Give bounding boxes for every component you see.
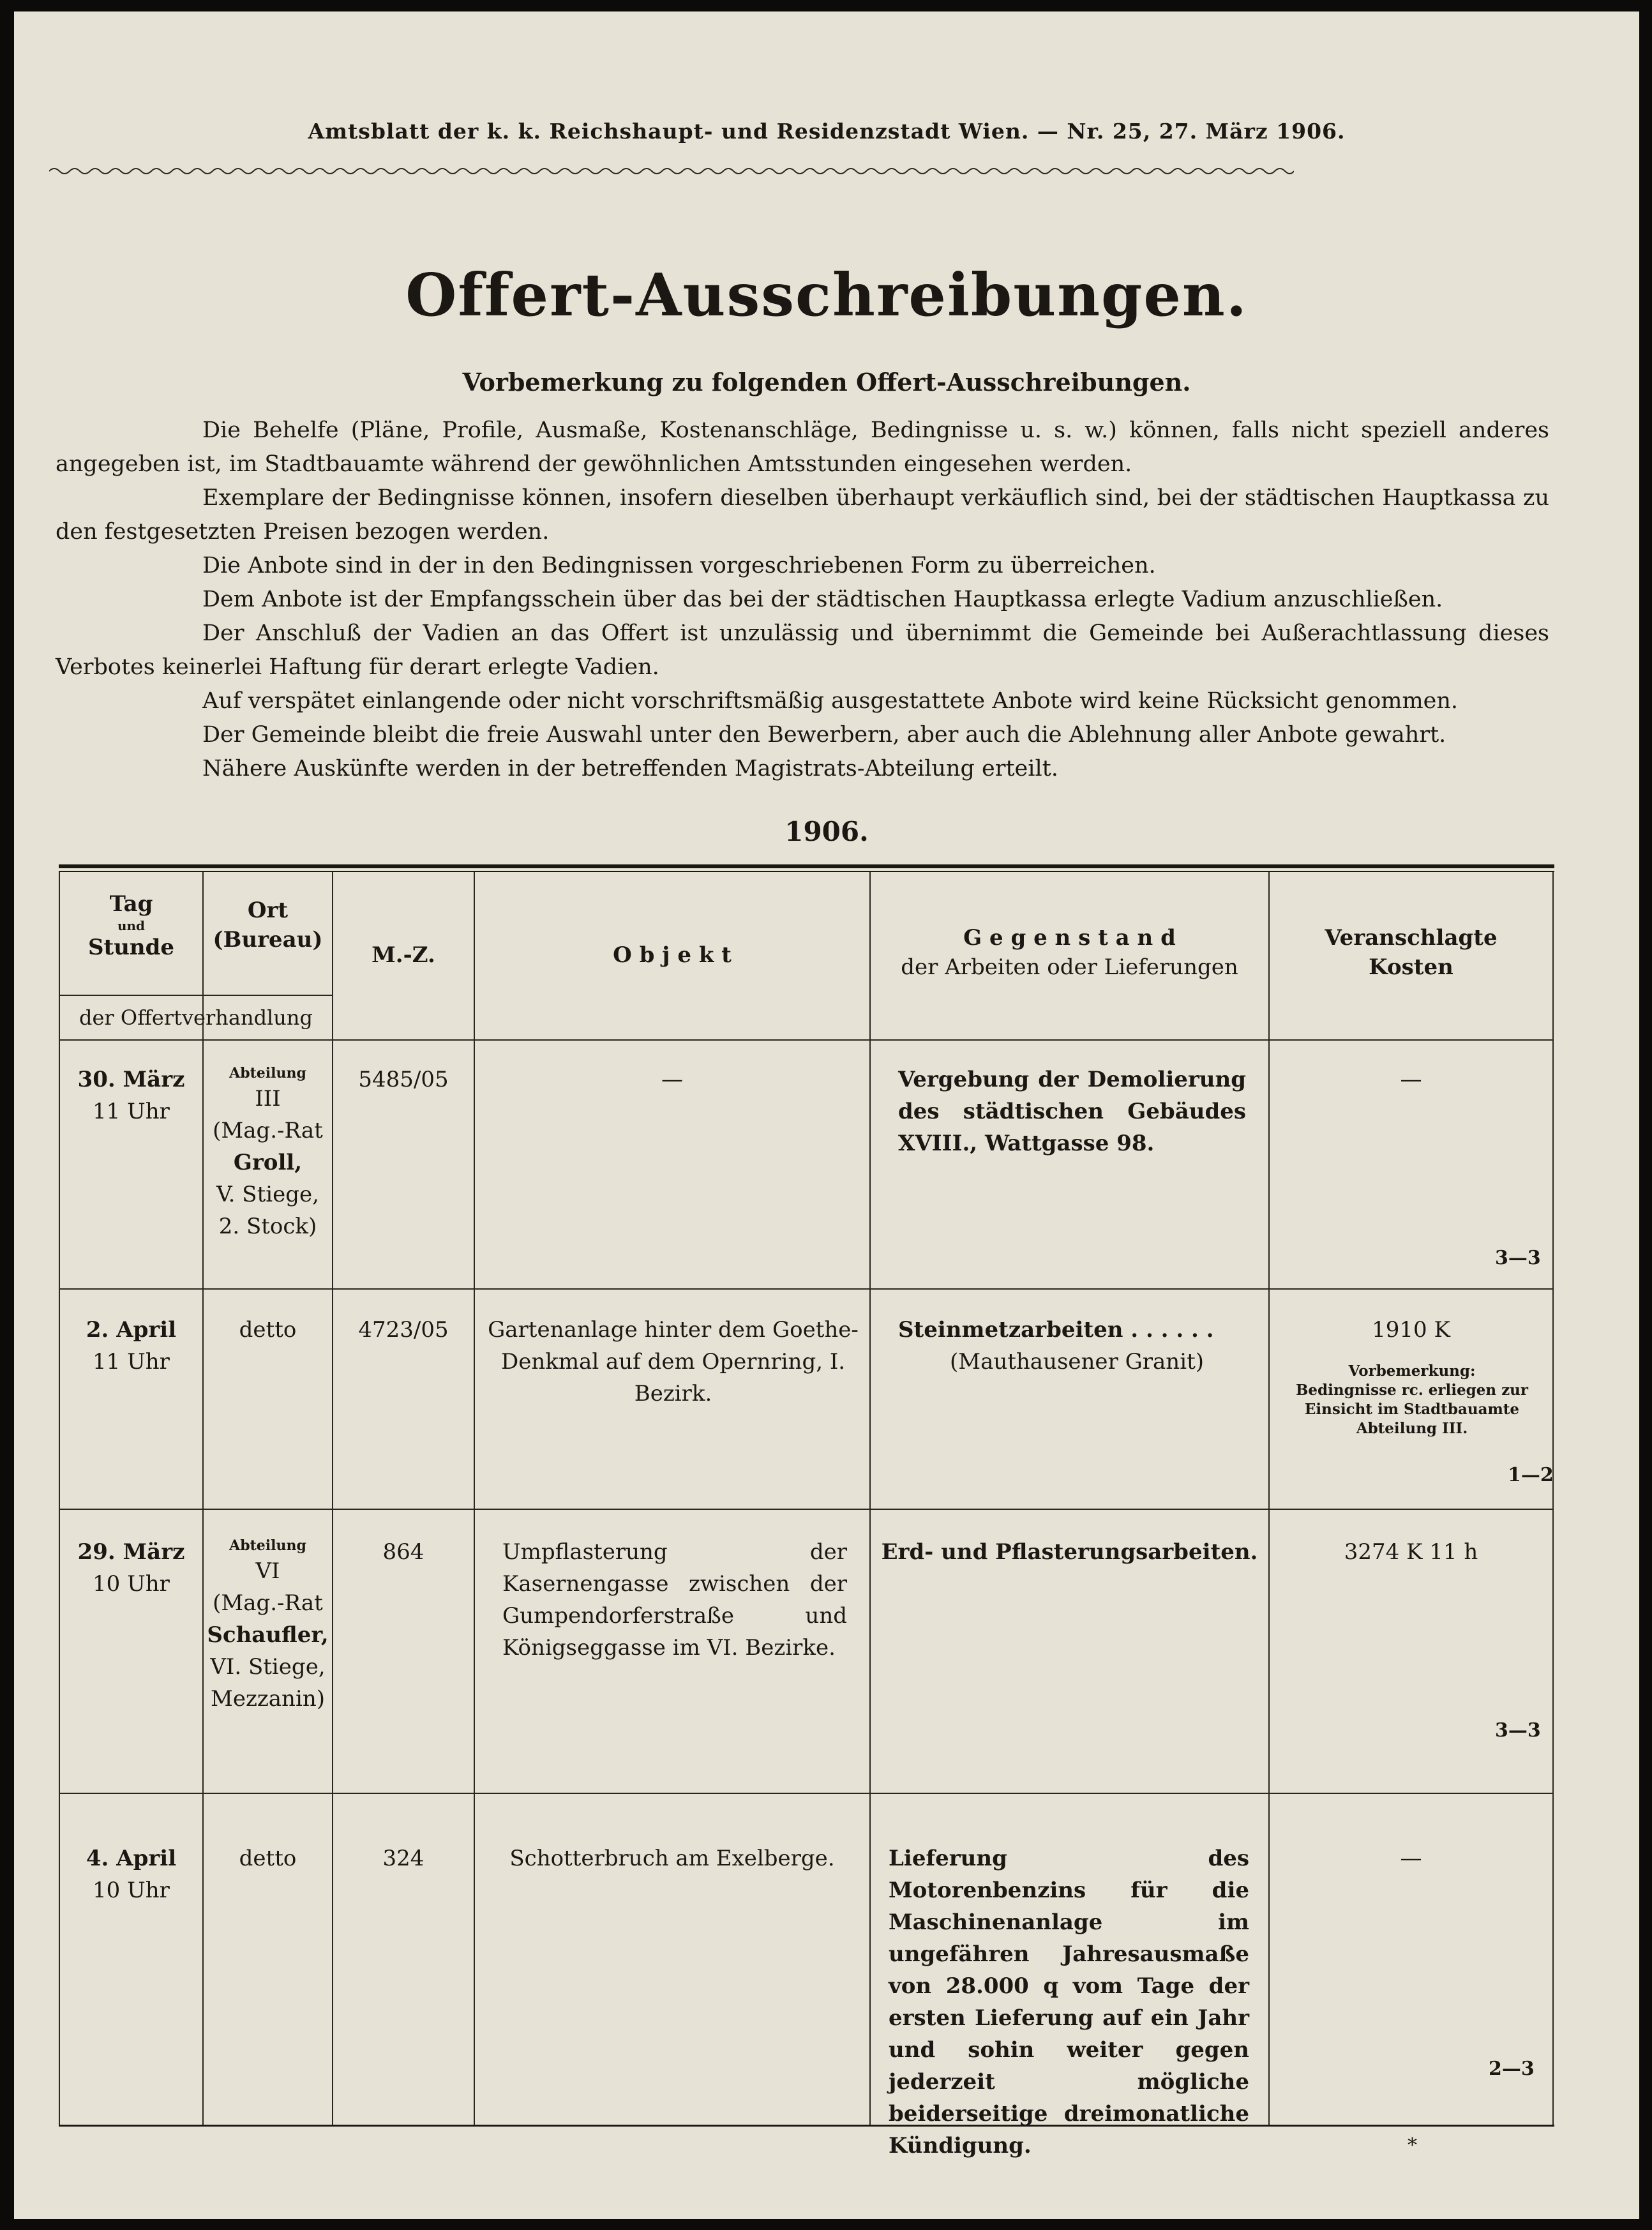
page-header: Amtsblatt der k. k. Reichshaupt- und Residenzstadt Wien. — Nr. 25, 27. März 1906. bbox=[308, 119, 1346, 144]
table-row-2-ort: detto bbox=[239, 1317, 297, 1343]
header-divider bbox=[59, 995, 333, 996]
table-row-1-ref: 3—3 bbox=[1495, 1247, 1541, 1269]
column-header-gegenstand: G e g e n s t a n d der Arbeiten oder Lieferungen bbox=[901, 925, 1238, 980]
table-row-4-ref: 2—3 bbox=[1489, 2058, 1535, 2080]
table-row-4-kosten: — bbox=[1400, 1846, 1422, 1871]
table-row-2-mz: 4723/05 bbox=[358, 1317, 449, 1343]
table-row-2-objekt: Gartenanlage hinter dem Goethe-Denkmal auf dem Opernring, I. Bezirk. bbox=[488, 1317, 859, 1406]
table-top-rule-thin bbox=[59, 871, 1554, 872]
table-row-3-objekt: Umpflasterung der Kasernengasse zwischen der Gumpendorferstraße und Königseggasse im VI. Bezirke. bbox=[502, 1539, 847, 1661]
table-row-4-ort: detto bbox=[239, 1846, 297, 1871]
table-row-2-date: 2. April 11 Uhr bbox=[86, 1317, 177, 1375]
header-bottom-rule bbox=[59, 1039, 1554, 1041]
table-row-1-gegenstand: Vergebung der Demolierung des städtischen Gebäudes XVIII., Wattgasse 98. bbox=[898, 1067, 1246, 1156]
year-heading: 1906. bbox=[785, 816, 869, 847]
asterisk-mark: * bbox=[1408, 2134, 1417, 2157]
table-row-1-date: 30. März 11 Uhr bbox=[77, 1067, 185, 1124]
table-row-2-kosten: 1910 K bbox=[1372, 1317, 1450, 1343]
intro-text bbox=[56, 414, 1549, 786]
column-header-ort: Ort (Bureau) bbox=[213, 898, 323, 953]
column-divider bbox=[1268, 872, 1270, 2125]
column-divider bbox=[474, 872, 475, 2125]
intro-paragraph: Die Anbote sind in der in den Bedingnissen vorgeschriebenen Form zu überreichen. bbox=[202, 553, 1156, 578]
table-row-1-mz: 5485/05 bbox=[358, 1067, 449, 1092]
table-row-3-ort: Abteilung VI (Mag.-Rat Schaufler, VI. Stiege, Mezzanin) bbox=[207, 1537, 329, 1712]
column-header-tag: Tag und Stunde bbox=[87, 891, 175, 960]
column-divider bbox=[332, 872, 333, 2125]
table-border-left bbox=[59, 872, 60, 2125]
column-header-shared: der Offertverhandlung bbox=[79, 1006, 313, 1030]
table-row-3-gegenstand: Erd- und Pflasterungsarbeiten. bbox=[881, 1539, 1258, 1565]
table-row-2-note: Vorbemerkung: Bedingnisse rc. erliegen zur Einsicht im Stadtbauamte Abteilung III. bbox=[1295, 1362, 1529, 1437]
table-row-1-objekt: — bbox=[661, 1067, 683, 1092]
table-row-2-gegenstand: Steinmetzarbeiten . . . . . . (Mauthausener Granit) bbox=[898, 1317, 1214, 1375]
page-title: Offert-Ausschreibungen. bbox=[405, 260, 1248, 329]
table-bottom-rule bbox=[59, 2125, 1554, 2127]
table-row-4-mz: 324 bbox=[382, 1846, 424, 1871]
column-header-objekt: O b j e k t bbox=[613, 942, 732, 968]
table-row-1-kosten: — bbox=[1400, 1067, 1422, 1092]
table-row-4-objekt: Schotterbruch am Exelberge. bbox=[509, 1846, 835, 1871]
page bbox=[14, 11, 1639, 2219]
header-ornament-rule bbox=[49, 165, 1294, 177]
column-divider bbox=[202, 872, 204, 2125]
table-row-3-date: 29. März 10 Uhr bbox=[77, 1539, 185, 1597]
row-divider bbox=[59, 1793, 1554, 1794]
row-divider bbox=[59, 1288, 1554, 1290]
intro-paragraph: Exemplare der Bedingnisse können, insofern dieselben überhaupt verkäuflich sind, bei der städtischen Hauptkassa zu den festgesetzten Preisen bezogen werden. bbox=[56, 485, 1549, 545]
row-divider bbox=[59, 1509, 1554, 1510]
table-row-3-kosten: 3274 K 11 h bbox=[1344, 1539, 1478, 1565]
intro-paragraph: Nähere Auskünfte werden in der betreffenden Magistrats-Abteilung erteilt. bbox=[202, 756, 1058, 781]
table-row-4-gegenstand: Lieferung des Motorenbenzins für die Maschinenanlage im ungefähren Jahresausmaße von 28.000 q vom Tage der ersten Lieferung auf ein Jahr und sohin weiter gegen jederzeit mögliche beiderseitige dreimonatliche Kündigung. bbox=[889, 1846, 1249, 2158]
column-divider bbox=[869, 872, 871, 2125]
intro-paragraph: Der Anschluß der Vadien an das Offert ist unzulässig und übernimmt die Gemeinde bei Außerachtlassung dieses Verbotes keinerlei Haftung für derart erlegte Vadien. bbox=[56, 621, 1549, 680]
column-header-mz: M.-Z. bbox=[372, 942, 435, 968]
page-subtitle: Vorbemerkung zu folgenden Offert-Ausschreibungen. bbox=[462, 368, 1191, 396]
table-top-rule bbox=[59, 864, 1554, 868]
table-row-4-date: 4. April 10 Uhr bbox=[86, 1846, 177, 1903]
intro-paragraph: Dem Anbote ist der Empfangsschein über das bei der städtischen Hauptkassa erlegte Vadium anzuschließen. bbox=[202, 587, 1443, 612]
table-row-1-ort: Abteilung III (Mag.-Rat Groll, V. Stiege, 2. Stock) bbox=[213, 1065, 323, 1239]
table-row-2-ref: 1—2 bbox=[1508, 1464, 1554, 1486]
table-row-3-mz: 864 bbox=[382, 1539, 424, 1565]
intro-paragraph: Der Gemeinde bleibt die freie Auswahl unter den Bewerbern, aber auch die Ablehnung aller Anbote gewahrt. bbox=[202, 722, 1446, 748]
intro-paragraph: Die Behelfe (Pläne, Profile, Ausmaße, Kostenanschläge, Bedingnisse u. s. w.) können, falls nicht speziell anderes angegeben ist, im Stadtbauamte während der gewöhnlichen Amtsstunden eingesehen werden. bbox=[56, 418, 1549, 477]
column-header-kosten: Veranschlagte Kosten bbox=[1325, 925, 1498, 980]
table-border-right bbox=[1552, 872, 1554, 2125]
table-row-3-ref: 3—3 bbox=[1495, 1719, 1541, 1742]
intro-paragraph: Auf verspätet einlangende oder nicht vorschriftsmäßig ausgestattete Anbote wird keine Rücksicht genommen. bbox=[202, 688, 1459, 714]
